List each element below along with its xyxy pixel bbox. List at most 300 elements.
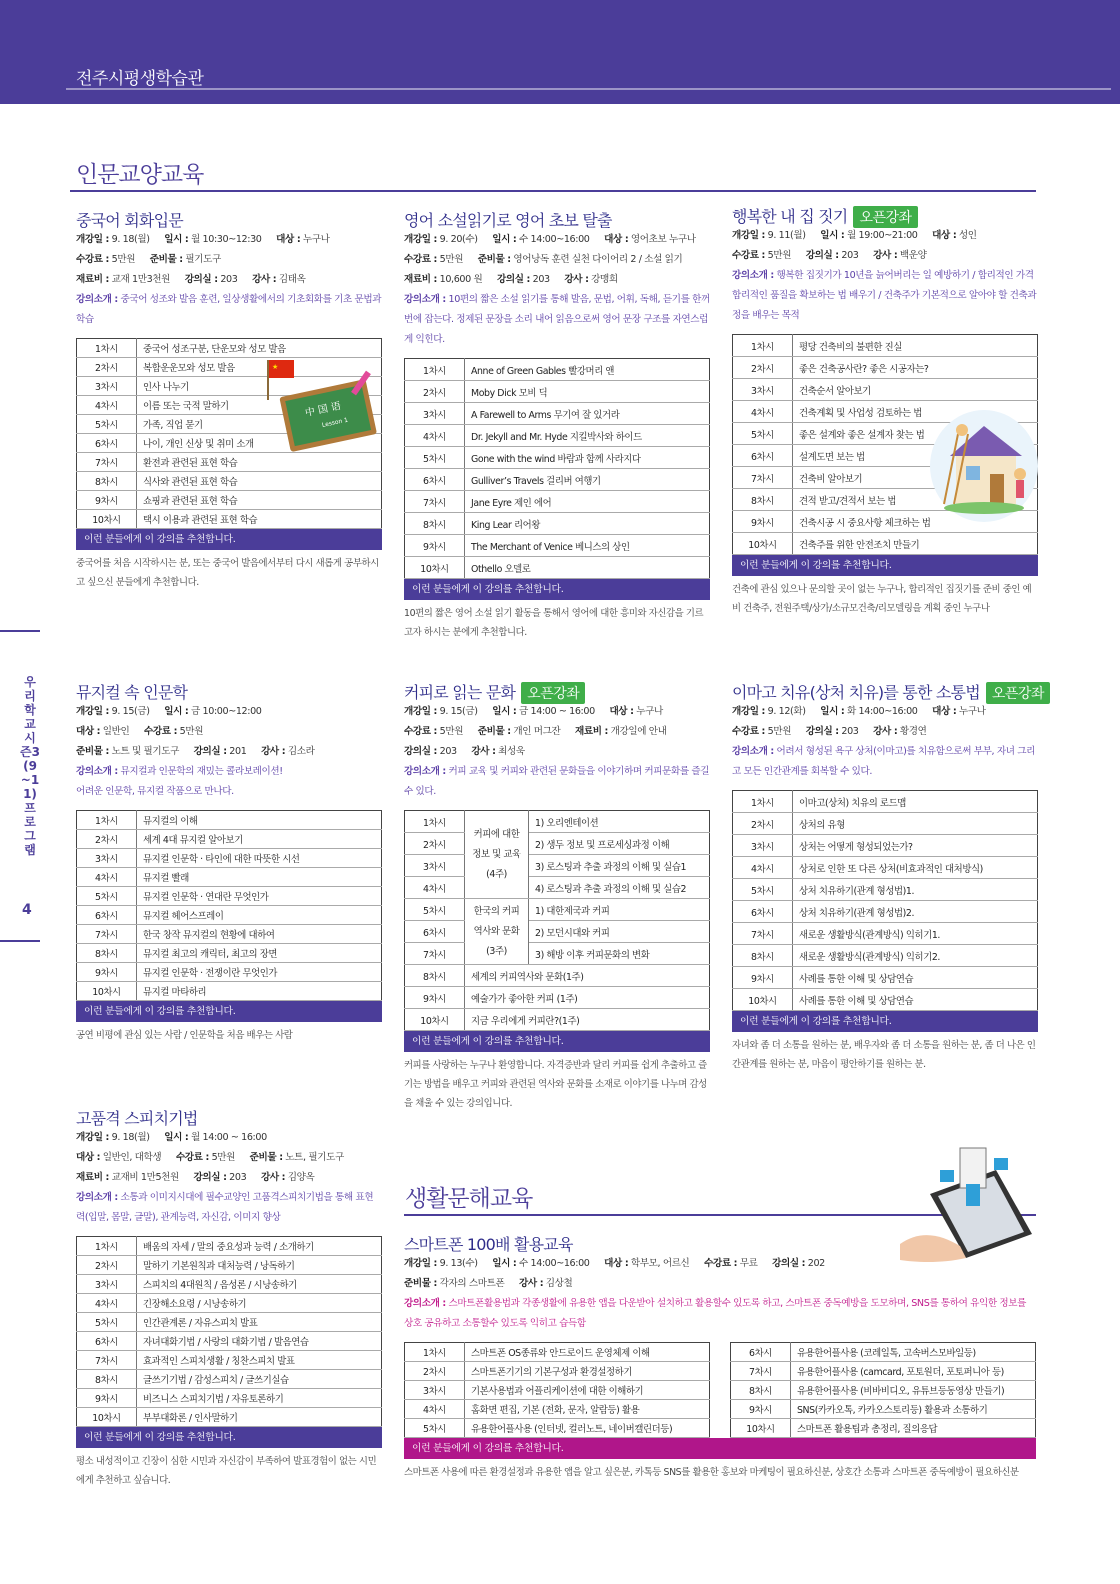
session-number: 2차시: [733, 813, 793, 835]
session-topic: 상처는 어떻게 형성되었는가?: [793, 835, 1038, 857]
session-topic: 식사와 관련된 표현 학습: [137, 472, 382, 491]
session-topic: 배움의 자세 / 말의 중요성과 능력 / 소개하기: [137, 1237, 382, 1256]
session-topic: 비즈니스 스피치기법 / 자유토론하기: [137, 1389, 382, 1408]
session-number: 10차시: [77, 1408, 137, 1427]
info-line: 개강일 : 9. 12(화) 일시 : 화 14:00~16:00 대상 : 누구나: [732, 706, 986, 717]
schedule-row: [733, 335, 1038, 357]
session-number: 5차시: [77, 887, 137, 906]
session-number: 10차시: [405, 1009, 465, 1031]
schedule-row: [733, 813, 1038, 835]
recommend-bar: 이런 분들에게 이 강의를 추천합니다.: [404, 579, 710, 600]
session-topic: 유용한어플사용 (비바비디오, 유튜브등동영상 만들기): [791, 1381, 1036, 1400]
session-number: 5차시: [77, 1313, 137, 1332]
session-number: 1차시: [77, 811, 137, 830]
course-info: [732, 702, 1038, 742]
board-subtext: Lesson 1: [321, 416, 349, 429]
info-line: 재료비 : 10,600 원 강의실 : 203 강사 : 강맹희: [404, 274, 618, 285]
session-topic: 3) 해방 이후 커피문화의 변화: [529, 943, 710, 965]
course-title-text: 커피로 읽는 문화: [404, 683, 516, 702]
session-topic: 스마트폰 OS종류와 안드로이드 운영체제 이해: [465, 1343, 710, 1362]
session-topic: 상처 치유하기(관계 형성법)2.: [793, 901, 1038, 923]
course-info: [76, 230, 382, 290]
session-number: 4차시: [405, 877, 465, 899]
session-topic: 스피치의 4대원칙 / 음성론 / 시낭송하기: [137, 1275, 382, 1294]
open-course-badge: 오픈강좌: [521, 682, 585, 704]
session-number: 8차시: [405, 965, 465, 987]
session-topic: 이름 또는 국적 말하기: [137, 396, 382, 415]
recommend-text: 자녀와 좀 더 소통을 원하는 분, 배우자와 좀 더 소통을 원하는 분, 좀 더 나은 인간관계를 원하는 분, 마음이 평안하기를 원하는 분.: [732, 1040, 1036, 1070]
org-name: 전주시평생학습관: [76, 69, 204, 89]
info-line: 재료비 : 교재 1만3천원 강의실 : 203 강사 : 김태옥: [76, 274, 306, 285]
schedule-row: [77, 1389, 382, 1408]
schedule-row: [77, 849, 382, 868]
session-number: 4차시: [77, 396, 137, 415]
session-topic: 복합운운모와 성모 발음: [137, 358, 382, 377]
session-number: 7차시: [733, 923, 793, 945]
schedule-row: [731, 1381, 1036, 1400]
schedule-row: [77, 472, 382, 491]
schedule-row: [405, 491, 710, 513]
session-number: 6차시: [77, 434, 137, 453]
session-number: 10차시: [77, 982, 137, 1001]
session-number: 1차시: [405, 811, 465, 833]
recommend-bar: 이런 분들에게 이 강의를 추천합니다.: [732, 1011, 1038, 1032]
schedule-row: [405, 359, 710, 381]
session-topic: 새로운 생활방식(관계방식) 익히기2.: [793, 945, 1038, 967]
schedule-row: [733, 879, 1038, 901]
schedule-row: [405, 1419, 710, 1438]
schedule-row: [405, 469, 710, 491]
schedule-row: [77, 906, 382, 925]
session-number: 9차시: [733, 511, 793, 533]
session-number: 3차시: [733, 835, 793, 857]
session-number: 8차시: [733, 945, 793, 967]
schedule-row: [405, 557, 710, 579]
session-topic: 3) 로스팅과 추출 과정의 이해 및 실습1: [529, 855, 710, 877]
session-number: 2차시: [77, 358, 137, 377]
schedule-row: [77, 1294, 382, 1313]
session-topic: 뮤지컬 최고의 캐릭터, 최고의 장면: [137, 944, 382, 963]
session-number: 8차시: [405, 513, 465, 535]
session-topic: 인사 나누기: [137, 377, 382, 396]
session-topic: 건축순서 알아보기: [793, 379, 1038, 401]
info-line: 개강일 : 9. 18(월) 일시 : 월 14:00 ~ 16:00: [76, 1132, 267, 1143]
schedule-row: [405, 535, 710, 557]
session-number: 3차시: [405, 1381, 465, 1400]
schedule-row: [405, 987, 710, 1009]
session-number: 1차시: [733, 791, 793, 813]
session-number: 10차시: [731, 1419, 791, 1438]
session-number: 5차시: [733, 879, 793, 901]
schedule-row: [77, 1275, 382, 1294]
session-number: 1차시: [77, 1237, 137, 1256]
session-topic: 환전과 관련된 표현 학습: [137, 453, 382, 472]
schedule-row: [405, 381, 710, 403]
session-topic: 효과적인 스피치생활 / 칭찬스피치 발표: [137, 1351, 382, 1370]
session-topic: 유용한어플사용 (camcard, 포토원더, 포토퍼니아 등): [791, 1362, 1036, 1381]
session-number: 4차시: [405, 1400, 465, 1419]
recommend-text: 커피를 사랑하는 누구나 환영합니다. 자격증반과 달리 커피를 쉽게 추출하고 즐기는 방법을 배우고 커피와 관련된 역사와 문화를 소재로 이야기를 나누며 감성을 채울 수 있는 강의입니다.: [404, 1060, 707, 1109]
schedule-row: [405, 855, 710, 877]
session-number: 2차시: [405, 1362, 465, 1381]
schedule-row: [405, 899, 710, 921]
session-topic: Jane Eyre 제인 에어: [465, 491, 710, 513]
session-number: 6차시: [405, 921, 465, 943]
course-smartphone: [404, 1232, 1036, 1482]
session-topic: 세계의 커피역사와 문화(1주): [465, 965, 710, 987]
session-number: 7차시: [731, 1362, 791, 1381]
session-topic: 뮤지컬 인문학 · 타인에 대한 따뜻한 시선: [137, 849, 382, 868]
session-topic: 택시 이용과 관련된 표현 학습: [137, 510, 382, 529]
schedule-row: [77, 1351, 382, 1370]
session-number: 9차시: [77, 491, 137, 510]
session-number: 7차시: [733, 467, 793, 489]
schedule-row: [733, 923, 1038, 945]
session-number: 1차시: [733, 335, 793, 357]
schedule-row: [405, 833, 710, 855]
info-line: 개강일 : 9. 13(수) 일시 : 수 14:00~16:00 대상 : 학부모, 어르신 수강료 : 무료 강의실 : 202: [404, 1258, 825, 1269]
schedule-row: [77, 963, 382, 982]
session-number: 1차시: [405, 1343, 465, 1362]
session-number: 5차시: [405, 1419, 465, 1438]
course-title-text: 이마고 치유(상처 치유)를 통한 소통법: [732, 683, 980, 702]
schedule-row: [405, 965, 710, 987]
info-line: 재료비 : 교재비 1만5천원 강의실 : 203 강사 : 김양옥: [76, 1172, 315, 1183]
schedule-row: [731, 1362, 1036, 1381]
recommend-text: 중국어를 처음 시작하시는 분, 또는 중국어 발음에서부터 다시 새롭게 공부하시고 싶으신 분들에게 추천합니다.: [76, 558, 379, 588]
info-line: 수강료 : 5만원 강의실 : 203 강사 : 백운양: [732, 250, 927, 261]
session-topic: 견적 받고/견적서 보는 법: [793, 489, 1038, 511]
schedule-row: [77, 1256, 382, 1275]
course-info: [76, 1128, 382, 1188]
session-number: 5차시: [77, 415, 137, 434]
session-topic: 가족, 직업 묻기: [137, 415, 382, 434]
schedule-row: [731, 1343, 1036, 1362]
session-topic: 스마트폰기기의 기본구성과 환경설정하기: [465, 1362, 710, 1381]
info-line: 강의실 : 203 강사 : 최성욱: [404, 746, 525, 757]
session-topic: 건축계획 및 사업성 검토하는 법: [793, 401, 1038, 423]
course-title: 고품격 스피치기법: [76, 1109, 198, 1128]
session-topic: A Farewell to Arms 무기여 잘 있거라: [465, 403, 710, 425]
course-title: [732, 204, 1038, 226]
schedule-row: [405, 877, 710, 899]
course-title: 스마트폰 100배 활용교육: [404, 1235, 573, 1254]
chalkboard-illustration: [266, 360, 382, 460]
session-number: 3차시: [405, 403, 465, 425]
course-intro: 강의소개 : 뮤지컬과 인문학의 재밌는 콜라보레이션! 어려운 인문학, 뮤지컬 작품으로 만나다.: [76, 766, 283, 797]
session-topic: 건축비 알아보기: [793, 467, 1038, 489]
session-topic: Othello 오델로: [465, 557, 710, 579]
session-number: 8차시: [731, 1381, 791, 1400]
schedule-row: [733, 791, 1038, 813]
side-label: 우리학교 시즌3(9~11)프로그램: [20, 675, 40, 857]
session-number: 2차시: [733, 357, 793, 379]
schedule-table: [404, 358, 710, 579]
session-group: 커피에 대한 정보 및 교육 (4주): [465, 811, 529, 899]
session-number: 3차시: [733, 379, 793, 401]
info-line: 대상 : 일반인 수강료 : 5만원: [76, 726, 204, 737]
session-topic: 상처 치유하기(관계 형성법)1.: [793, 879, 1038, 901]
session-topic: 스마트폰 활용팁과 총정리, 질의응답: [791, 1419, 1036, 1438]
schedule-row: [731, 1400, 1036, 1419]
session-number: 8차시: [77, 944, 137, 963]
schedule-row: [77, 1313, 382, 1332]
course-intro: 강의소개 : 어려서 형성된 욕구 상처(이마고)를 치유함으로써 부부, 자녀 그리고 모든 인간관계를 회복할 수 있다.: [732, 746, 1035, 777]
schedule-row: [405, 921, 710, 943]
session-topic: 말하기 기본원칙과 대처능력 / 낭독하기: [137, 1256, 382, 1275]
schedule-row: [405, 403, 710, 425]
schedule-row: [77, 1332, 382, 1351]
session-topic: Dr. Jekyll and Mr. Hyde 지킬박사와 하이드: [465, 425, 710, 447]
session-topic: 뮤지컬 인문학 · 연대란 무엇인가: [137, 887, 382, 906]
session-topic: 설계도면 보는 법: [793, 445, 1038, 467]
schedule-row: [733, 901, 1038, 923]
info-line: 수강료 : 5만원 강의실 : 203 강사 : 황경연: [732, 726, 927, 737]
course-coffee: [404, 680, 710, 1113]
schedule-row: [733, 989, 1038, 1011]
course-english: [404, 208, 710, 642]
session-topic: The Merchant of Venice 베니스의 상인: [465, 535, 710, 557]
session-number: 9차시: [731, 1400, 791, 1419]
session-number: 7차시: [77, 1351, 137, 1370]
session-topic: 상처로 인한 또 다른 상처(비효과적인 대처방식): [793, 857, 1038, 879]
schedule-row: [405, 447, 710, 469]
schedule-row: [405, 1343, 710, 1362]
session-number: 2차시: [77, 830, 137, 849]
page-number: 4: [22, 902, 32, 918]
session-topic: 사례를 통한 이해 및 상담연습: [793, 967, 1038, 989]
session-topic: 나이, 개인 신상 및 취미 소개: [137, 434, 382, 453]
session-topic: 글쓰기기법 / 감성스피치 / 글쓰기실습: [137, 1370, 382, 1389]
schedule-row: [77, 1237, 382, 1256]
session-number: 9차시: [77, 963, 137, 982]
session-topic: 뮤지컬 빨래: [137, 868, 382, 887]
session-number: 7차시: [405, 943, 465, 965]
side-rule-bottom: [0, 940, 40, 942]
course-intro: 강의소개 : 스마트폰활용법과 각종생활에 유용한 앱을 다운받아 설치하고 활용할수 있도록 하고, 스마트폰 중독예방을 도모하며, SNS를 통하여 유익한 정보를 상호 공유하고 소통할수 있도록 익히고 습득함: [404, 1298, 1027, 1329]
schedule-table: [76, 1236, 382, 1427]
session-topic: 2) 생두 정보 및 프로세싱과정 이해: [529, 833, 710, 855]
course-title: [732, 680, 1044, 702]
section-rule-humanities: [70, 190, 1036, 192]
session-topic: Gone with the wind 바람과 함께 사라지다: [465, 447, 710, 469]
course-title: 뮤지컬 속 인문학: [76, 683, 188, 702]
schedule-row: [733, 967, 1038, 989]
session-number: 9차시: [405, 987, 465, 1009]
course-intro: 강의소개 : 커피 교육 및 커피와 관련된 문화들을 이야기하며 커피문화를 즐길 수 있다.: [404, 766, 710, 797]
info-line: 개강일 : 9. 15(금) 일시 : 금 14:00 ~ 16:00 대상 : 누구나: [404, 706, 663, 717]
session-number: 1차시: [77, 339, 137, 358]
session-topic: Gulliver’s Travels 걸리버 여행기: [465, 469, 710, 491]
schedule-row: [405, 1381, 710, 1400]
session-topic: 기본사용법과 어플리케이션에 대한 이해하기: [465, 1381, 710, 1400]
schedule-row: [77, 830, 382, 849]
schedule-row: [77, 1408, 382, 1427]
course-title: [404, 680, 710, 702]
session-topic: 인간관계론 / 자유스피치 발표: [137, 1313, 382, 1332]
session-number: 4차시: [733, 857, 793, 879]
session-number: 6차시: [733, 901, 793, 923]
info-line: 준비물 : 노트 및 필기도구 강의실 : 201 강사 : 김소라: [76, 746, 315, 757]
schedule-row: [731, 1419, 1036, 1438]
schedule-row: [405, 513, 710, 535]
session-topic: 뮤지컬 인문학 · 전쟁이란 무엇인가: [137, 963, 382, 982]
recommend-bar: 이런 분들에게 이 강의를 추천합니다.: [404, 1031, 710, 1052]
session-number: 5차시: [405, 447, 465, 469]
schedule-row: [77, 887, 382, 906]
session-number: 3차시: [77, 1275, 137, 1294]
session-number: 5차시: [733, 423, 793, 445]
info-line: 개강일 : 9. 18(월) 일시 : 월 10:30~12:30 대상 : 누구나: [76, 234, 330, 245]
session-number: 4차시: [77, 868, 137, 887]
session-number: 3차시: [77, 377, 137, 396]
session-topic: 2) 모던시대와 커피: [529, 921, 710, 943]
session-topic: 4) 로스팅과 추출 과정의 이해 및 실습2: [529, 877, 710, 899]
session-number: 8차시: [77, 472, 137, 491]
schedule-row: [77, 339, 382, 358]
session-topic: 자녀대화기법 / 사랑의 대화기법 / 발음연습: [137, 1332, 382, 1351]
session-topic: Moby Dick 모비 딕: [465, 381, 710, 403]
schedule-row: [733, 533, 1038, 555]
course-intro: 강의소개 : 중국어 성조와 발음 훈련, 일상생활에서의 기초회화를 기초 문법과 학습: [76, 294, 382, 325]
course-healing: [732, 680, 1044, 1074]
session-topic: 한국 창작 뮤지컬의 현황에 대하여: [137, 925, 382, 944]
course-musical: [76, 680, 382, 1045]
info-line: 수강료 : 5만원 준비물 : 개인 머그잔 재료비 : 개강일에 안내: [404, 726, 667, 737]
session-number: 7차시: [405, 491, 465, 513]
course-info: [404, 1254, 1036, 1294]
session-topic: 예술가가 좋아한 커피 (1주): [465, 987, 710, 1009]
course-info: [404, 702, 710, 762]
session-number: 2차시: [405, 833, 465, 855]
recommend-text: 공연 비평에 관심 있는 사람 / 인문학을 처음 배우는 사람: [76, 1030, 293, 1041]
section-title-humanities: 인문교양교육: [76, 162, 204, 188]
info-line: 개강일 : 9. 20(수) 일시 : 수 14:00~16:00 대상 : 영어초보 누구나: [404, 234, 696, 245]
session-topic: 사례를 통한 이해 및 상담연습: [793, 989, 1038, 1011]
schedule-row: [405, 1009, 710, 1031]
session-topic: King Lear 리어왕: [465, 513, 710, 535]
schedule-row: [77, 1370, 382, 1389]
course-title: 중국어 회화입문: [76, 211, 183, 230]
schedule-row: [733, 835, 1038, 857]
recommend-bar: 이런 분들에게 이 강의를 추천합니다.: [76, 1427, 382, 1448]
recommend-text: 평소 내성적이고 긴장이 심한 시민과 자신감이 부족하여 발표경험이 없는 시민에게 추천하고 싶습니다.: [76, 1456, 377, 1486]
session-number: 4차시: [733, 401, 793, 423]
session-topic: 뮤지컬 마타하리: [137, 982, 382, 1001]
session-topic: 쇼핑과 관련된 표현 학습: [137, 491, 382, 510]
schedule-row: [405, 1362, 710, 1381]
house-building-illustration: [928, 404, 1040, 524]
session-topic: 지금 우리에게 커피란?(1주): [465, 1009, 710, 1031]
schedule-table: [76, 810, 382, 1001]
schedule-row: [77, 510, 382, 529]
schedule-table-left: [404, 1342, 710, 1438]
recommend-bar: 이런 분들에게 이 강의를 추천합니다.: [404, 1438, 1036, 1459]
schedule-table: [732, 790, 1038, 1011]
session-number: 6차시: [733, 445, 793, 467]
schedule-row: [405, 1400, 710, 1419]
course-intro: 강의소개 : 소통과 이미지시대에 필수교양인 고품격스피치기법을 통해 표현력(입말, 몸말, 글말), 관계능력, 자신감, 이미지 향상: [76, 1192, 374, 1223]
session-topic: Anne of Green Gables 빨강머리 앤: [465, 359, 710, 381]
session-number: 9차시: [77, 1389, 137, 1408]
course-title: 영어 소설읽기로 영어 초보 탈출: [404, 211, 612, 230]
info-line: 개강일 : 9. 11(월) 일시 : 월 19:00~21:00 대상 : 성인: [732, 230, 977, 241]
session-number: 6차시: [77, 1332, 137, 1351]
section-title-literacy: 생활문해교육: [405, 1186, 533, 1212]
session-topic: 부부대화론 / 인사말하기: [137, 1408, 382, 1427]
session-number: 2차시: [77, 1256, 137, 1275]
info-line: 대상 : 일반인, 대학생 수강료 : 5만원 준비물 : 노트, 필기도구: [76, 1152, 344, 1163]
session-number: 6차시: [77, 906, 137, 925]
recommend-text: 건축에 관심 있으나 문의할 곳이 없는 누구나, 합리적인 집짓기를 준비 중인 예비 건축주, 전원주택/상가/소규모건축/리모델링을 계획 중인 누구나: [732, 584, 1032, 614]
schedule-row: [405, 811, 710, 833]
session-topic: 상처의 유형: [793, 813, 1038, 835]
info-line: 준비물 : 각자의 스마트폰 강사 : 김상철: [404, 1278, 573, 1289]
svg-text:★: ★: [272, 363, 279, 371]
session-topic: 1) 대한제국과 커피: [529, 899, 710, 921]
course-intro: 강의소개 : 행복한 집짓기가 10년을 늙어버리는 일 예방하기 / 합리적인 가격 합리적인 품질을 확보하는 법 배우기 / 건축주가 기본적으로 알아야 할 건축과정을 배우는 목적: [732, 270, 1037, 321]
schedule-row: [733, 357, 1038, 379]
session-topic: 건축시공 시 중요사항 체크하는 법: [793, 511, 1038, 533]
session-number: 3차시: [77, 849, 137, 868]
schedule-row: [77, 925, 382, 944]
session-number: 5차시: [405, 899, 465, 921]
session-number: 7차시: [77, 453, 137, 472]
session-topic: 새로운 생활방식(관계방식) 익히기1.: [793, 923, 1038, 945]
session-number: 8차시: [77, 1370, 137, 1389]
session-topic: 좋은 건축공사란? 좋은 시공자는?: [793, 357, 1038, 379]
session-number: 4차시: [77, 1294, 137, 1313]
schedule-row: [733, 857, 1038, 879]
session-topic: 건축주를 위한 안전조치 만들기: [793, 533, 1038, 555]
session-number: 6차시: [731, 1343, 791, 1362]
session-number: 10차시: [733, 989, 793, 1011]
session-topic: 이마고(상처) 치유의 로드맵: [793, 791, 1038, 813]
info-line: 수강료 : 5만원 준비물 : 필기도구: [76, 254, 221, 265]
recommend-bar: 이런 분들에게 이 강의를 추천합니다.: [76, 529, 382, 550]
session-topic: 중국어 성조구분, 단운모와 성모 발음: [137, 339, 382, 358]
course-speech: [76, 1106, 382, 1490]
schedule-row: [77, 982, 382, 1001]
course-info: [732, 226, 1038, 266]
session-topic: SNS(카카오톡, 카카오스토리등) 활용과 소통하기: [791, 1400, 1036, 1419]
schedule-table: [404, 810, 710, 1031]
session-number: 9차시: [733, 967, 793, 989]
info-line: 수강료 : 5만원 준비물 : 영어낭독 훈련 실천 다이어리 2 / 소설 읽기: [404, 254, 683, 265]
session-number: 10차시: [733, 533, 793, 555]
session-number: 10차시: [405, 557, 465, 579]
session-topic: 뮤지컬 헤어스프레이: [137, 906, 382, 925]
session-number: 8차시: [733, 489, 793, 511]
session-number: 10차시: [77, 510, 137, 529]
recommend-text: 스마트폰 사용에 따른 환경설정과 유용한 앱을 알고 싶은분, 카톡등 SNS를 활용한 홍보와 마케팅이 필요하신분, 상호간 소통과 스마트폰 중독예방이 필요하신분: [404, 1467, 1019, 1478]
info-line: 개강일 : 9. 15(금) 일시 : 금 10:00~12:00: [76, 706, 262, 717]
open-course-badge: 오픈강좌: [986, 682, 1050, 704]
session-number: 1차시: [405, 359, 465, 381]
board-text: 中 国 语: [304, 400, 343, 420]
session-number: 7차시: [77, 925, 137, 944]
recommend-bar: 이런 분들에게 이 강의를 추천합니다.: [76, 1001, 382, 1022]
session-topic: 평당 건축비의 불편한 진실: [793, 335, 1038, 357]
schedule-row: [77, 811, 382, 830]
session-topic: 세계 4대 뮤지컬 알아보기: [137, 830, 382, 849]
session-topic: 유용한어플사용 (코레일톡, 고속버스모바일등): [791, 1343, 1036, 1362]
open-course-badge: 오픈강좌: [853, 206, 917, 228]
session-topic: 좋은 설계와 좋은 설계자 찾는 법: [793, 423, 1038, 445]
schedule-table-right: [730, 1342, 1036, 1438]
course-house: [732, 204, 1038, 618]
session-number: 2차시: [405, 381, 465, 403]
